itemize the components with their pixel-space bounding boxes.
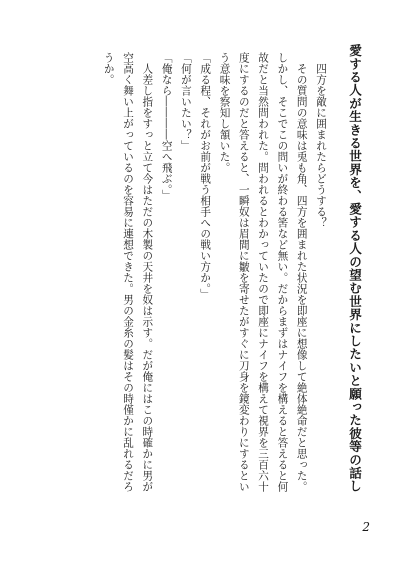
paragraph: その質問の意味は兎も角、四方を囲まれた状況を即座に想像して絶体絶命だと思った。しかし、そこでこの問いが終わる筈など無い。だからまずはナイフを構えると答えると何故だと当然問われた。問われるとわかっていたので即座にナイフを構えて視界を三百六十度にするのだと答えると、一瞬奴は眉間に皺を寄せたがすぐに刀身を鏡変わりにするという意味を察知し頷いた。 xyxy=(218,52,308,492)
page-number: 2 xyxy=(362,520,370,534)
dialogue-line: 「何が言いたい？」 xyxy=(179,52,192,151)
body-text xyxy=(40,52,330,500)
paragraph: 四方を敵に囲まれたらどうする？ xyxy=(315,52,327,228)
dialogue-line: 「俺なら――――空へ飛ぶ。」 xyxy=(160,52,173,201)
dialogue-line: 「成る程、それがお前が戦う相手への戦い方か。」 xyxy=(199,52,212,300)
paragraph: 人差し指をすっと立て今はただの木製の天井を奴は示す。だが俺にはこの時確かに男が空高く舞い上がっているのを容易に連想できた。男の金糸の髪はその時僅かに乱れるだろうか。 xyxy=(102,52,154,492)
page-title: 愛する人が生きる世界を、愛する人の望む世界にしたいと願った彼等の話し xyxy=(347,44,362,493)
